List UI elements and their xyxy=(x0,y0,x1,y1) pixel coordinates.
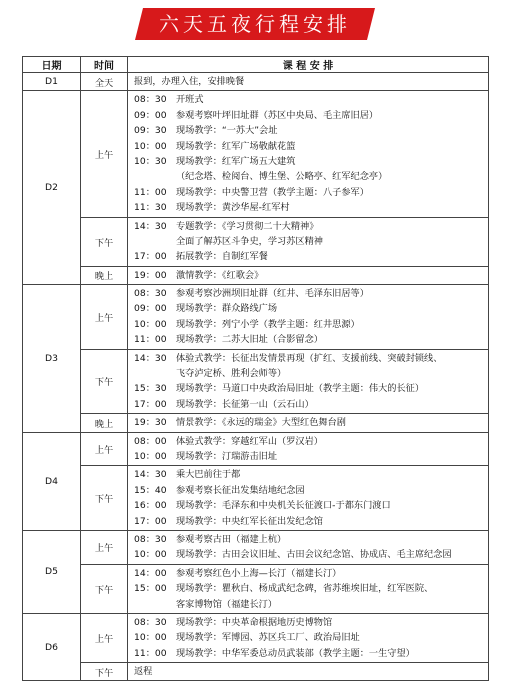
period-cell: 上午 xyxy=(81,91,128,217)
activity-text: 现场教学：红军广场敬献花篮 xyxy=(176,140,296,152)
activity-line xyxy=(134,397,488,412)
activity-line xyxy=(134,581,488,596)
activity-line xyxy=(134,547,488,562)
period-cell: 上午 xyxy=(81,285,128,350)
period-cell: 上午 xyxy=(81,432,128,466)
activity-time: 11：00 xyxy=(134,647,167,659)
period-cell: 下午 xyxy=(81,466,128,531)
schedule-row xyxy=(23,73,489,91)
activity-text: 客家博物馆（福建长汀） xyxy=(176,598,278,610)
activity-time: 08：00 xyxy=(134,435,167,447)
activity-line xyxy=(134,449,488,464)
activity-cell xyxy=(128,349,489,414)
header-day: 日期 xyxy=(23,57,81,73)
activity-time: 15：30 xyxy=(134,383,167,395)
activity-time: 14：30 xyxy=(134,469,167,481)
period-cell: 下午 xyxy=(81,663,128,681)
activity-text: 开班式 xyxy=(176,94,204,106)
activity-text: 现场教学：军博园、苏区兵工厂、政治局旧址 xyxy=(176,632,360,644)
schedule-row xyxy=(23,91,489,217)
activity-line xyxy=(134,467,488,482)
activity-text: 参观考察红色小上海—长汀（福建长汀） xyxy=(176,567,342,579)
activity-line xyxy=(134,234,488,249)
activity-text: 参观考察沙洲坝旧址群（红井、毛泽东旧居等） xyxy=(176,288,369,300)
activity-line xyxy=(134,483,488,498)
activity-cell xyxy=(128,564,489,613)
activity-time: 10：00 xyxy=(134,140,167,152)
activity-time: 09：00 xyxy=(134,109,167,121)
day-cell: D2 xyxy=(23,91,81,285)
activity-line xyxy=(134,566,488,581)
activity-line xyxy=(134,108,488,123)
activity-text: 体验式教学：穿越红军山（罗汉岩） xyxy=(176,435,323,447)
activity-text: 现场教学：中央警卫营（教学主题：八子参军） xyxy=(176,186,369,198)
activity-line xyxy=(134,664,488,679)
activity-text: 专题教学：《学习贯彻二十大精神》 xyxy=(176,220,319,232)
activity-time: 14：30 xyxy=(134,352,167,364)
activity-text: 全面了解苏区斗争史，学习苏区精神 xyxy=(176,235,323,247)
activity-cell xyxy=(128,530,489,564)
activity-line xyxy=(134,286,488,301)
activity-line xyxy=(134,219,488,234)
activity-time: 16：00 xyxy=(134,500,167,512)
activity-time: 14：00 xyxy=(134,567,167,579)
activity-text: 现场教学：黄沙华屋-红军村 xyxy=(176,202,290,214)
activity-time: 17：00 xyxy=(134,398,167,410)
period-cell: 晚上 xyxy=(81,266,128,284)
schedule-row xyxy=(23,285,489,350)
activity-text: 体验式教学：长征出发情景再现（扩红、支援前线、突破封锁线、 xyxy=(176,352,443,364)
activity-text: 现场教学：汀瑞游击旧址 xyxy=(176,450,278,462)
period-cell: 下午 xyxy=(81,349,128,414)
schedule-row xyxy=(23,530,489,564)
activity-text: 飞夺泸定桥、胜利会师等） xyxy=(176,368,287,380)
schedule-row xyxy=(23,466,489,531)
activity-time: 09：30 xyxy=(134,125,167,137)
activity-line xyxy=(134,381,488,396)
activity-time: 10：00 xyxy=(134,549,167,561)
schedule-row xyxy=(23,663,489,681)
activity-line xyxy=(134,185,488,200)
activity-text: 现场教学：中央红军长征出发纪念馆 xyxy=(176,515,323,527)
activity-time: 09：00 xyxy=(134,303,167,315)
activity-cell xyxy=(128,73,489,91)
activity-time: 19：00 xyxy=(134,269,167,281)
activity-text: 情景教学：《永远的瑞金》大型红色舞台剧 xyxy=(176,417,346,429)
activity-text: 现场教学：群众路线广场 xyxy=(176,303,278,315)
schedule-row xyxy=(23,432,489,466)
activity-time: 17：00 xyxy=(134,515,167,527)
activity-text: 现场教学：列宁小学（教学主题：红井思源） xyxy=(176,318,360,330)
activity-line xyxy=(134,154,488,169)
activity-cell xyxy=(128,91,489,217)
schedule-row xyxy=(23,266,489,284)
day-cell: D5 xyxy=(23,530,81,613)
activity-time: 08：30 xyxy=(134,288,167,300)
activity-line xyxy=(134,615,488,630)
activity-line xyxy=(134,498,488,513)
activity-line xyxy=(134,532,488,547)
activity-time: 11：00 xyxy=(134,186,167,198)
day-cell: D3 xyxy=(23,285,81,433)
activity-line xyxy=(134,332,488,347)
day-cell: D1 xyxy=(23,73,81,91)
activity-line xyxy=(134,351,488,366)
activity-line xyxy=(134,268,488,283)
activity-line xyxy=(134,249,488,264)
activity-text: 现场教学：中央革命根据地历史博物馆 xyxy=(176,616,333,628)
activity-line xyxy=(134,366,488,381)
header-row xyxy=(23,57,489,73)
activity-time: 11：00 xyxy=(134,334,167,346)
activity-line xyxy=(134,200,488,215)
activity-text: 现场教学：二苏大旧址（合影留念） xyxy=(176,334,323,346)
schedule-row xyxy=(23,349,489,414)
activity-line xyxy=(134,630,488,645)
activity-line xyxy=(134,123,488,138)
schedule-table xyxy=(22,56,489,681)
activity-line xyxy=(134,317,488,332)
activity-cell xyxy=(128,285,489,350)
activity-text: 现场教学：长征第一山（云石山） xyxy=(176,398,314,410)
activity-time: 08：30 xyxy=(134,616,167,628)
activity-time: 19：30 xyxy=(134,417,167,429)
activity-line xyxy=(134,169,488,184)
activity-text: 参观考察长征出发集结地纪念园 xyxy=(176,484,305,496)
schedule-row xyxy=(23,564,489,613)
activity-line xyxy=(134,74,488,89)
activity-line xyxy=(134,92,488,107)
activity-line xyxy=(134,415,488,430)
activity-time: 10：00 xyxy=(134,318,167,330)
activity-time: 08：30 xyxy=(134,533,167,545)
activity-time: 11：30 xyxy=(134,202,167,214)
activity-time: 10：00 xyxy=(134,450,167,462)
activity-cell xyxy=(128,432,489,466)
day-cell: D4 xyxy=(23,432,81,530)
schedule-row xyxy=(23,613,489,662)
activity-cell xyxy=(128,466,489,531)
activity-cell xyxy=(128,217,489,266)
activity-time: 15：00 xyxy=(134,583,167,595)
activity-time: 10：00 xyxy=(134,632,167,644)
activity-text: 现场教学：“一苏大”会址 xyxy=(176,125,278,137)
activity-text: 返程 xyxy=(134,666,153,678)
activity-text: 现场教学：马道口中央政治局旧址（教学主题：伟大的长征） xyxy=(176,383,425,395)
activity-text: 现场教学：中华军委总动员武装部（教学主题：一生守望） xyxy=(176,647,415,659)
activity-line xyxy=(134,597,488,612)
period-cell: 晚上 xyxy=(81,414,128,432)
period-cell: 全天 xyxy=(81,73,128,91)
activity-time: 17：00 xyxy=(134,251,167,263)
activity-text: 参观考察叶坪旧址群（苏区中央局、毛主席旧居） xyxy=(176,109,379,121)
activity-line xyxy=(134,434,488,449)
activity-cell xyxy=(128,266,489,284)
activity-text: 现场教学：毛泽东和中央机关长征渡口-于都东门渡口 xyxy=(176,500,391,512)
activity-time: 15：40 xyxy=(134,484,167,496)
period-cell: 上午 xyxy=(81,530,128,564)
schedule-row xyxy=(23,217,489,266)
activity-text: 乘大巴前往于都 xyxy=(176,469,241,481)
activity-text: 拓展教学：自制红军餐 xyxy=(176,251,268,263)
activity-cell xyxy=(128,663,489,681)
activity-cell xyxy=(128,414,489,432)
period-cell: 下午 xyxy=(81,217,128,266)
day-cell: D6 xyxy=(23,613,81,681)
activity-text: 报到，办理入住，安排晚餐 xyxy=(134,76,245,87)
activity-text: 激情教学：《红歌会》 xyxy=(176,269,264,281)
activity-line xyxy=(134,139,488,154)
schedule-row xyxy=(23,414,489,432)
period-cell: 上午 xyxy=(81,613,128,662)
header-time: 时间 xyxy=(81,57,128,73)
activity-line xyxy=(134,301,488,316)
activity-text: 现场教学：瞿秋白、杨成武纪念碑，省苏维埃旧址，红军医院、 xyxy=(176,583,434,595)
activity-cell xyxy=(128,613,489,662)
activity-text: 现场教学：红军广场五大建筑 xyxy=(176,155,296,167)
activity-time: 14：30 xyxy=(134,220,167,232)
header-content: 课 程 安 排 xyxy=(128,57,489,73)
activity-text: 现场教学：古田会议旧址、古田会议纪念馆、协成店、毛主席纪念园 xyxy=(176,549,452,561)
page-title: 六天五夜行程安排 xyxy=(159,12,351,36)
activity-text: 参观考察古田（福建上杭） xyxy=(176,533,287,545)
activity-line xyxy=(134,646,488,661)
activity-time: 10：30 xyxy=(134,155,167,167)
activity-time: 08：30 xyxy=(134,94,167,106)
activity-line xyxy=(134,514,488,529)
period-cell: 下午 xyxy=(81,564,128,613)
activity-text: （纪念塔、检阅台、博生堡、公略亭、红军纪念亭） xyxy=(176,171,388,183)
